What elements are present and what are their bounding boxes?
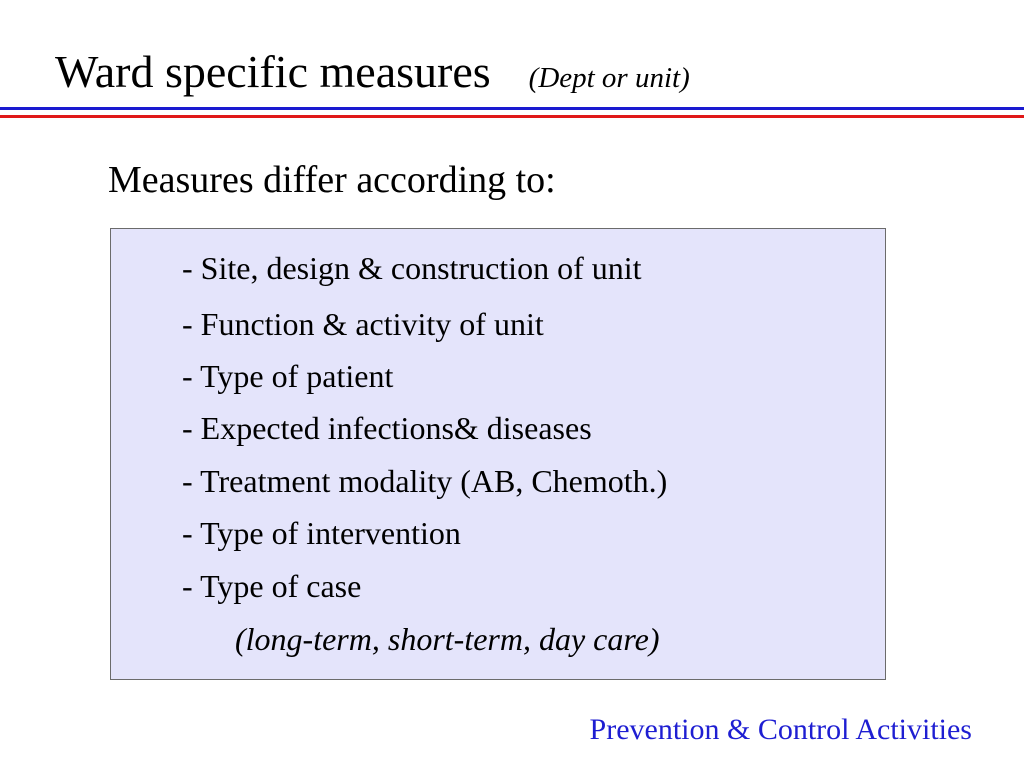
title-rule-blue: [0, 107, 1024, 110]
measure-item-site: - Site, design & construction of unit: [182, 250, 642, 286]
measures-box: [110, 228, 886, 680]
measure-item-patient-type: - Type of patient: [182, 358, 394, 394]
measure-item-intervention: - Type of intervention: [182, 515, 461, 551]
measure-item-infections: - Expected infections& diseases: [182, 410, 592, 446]
measure-item-function: - Function & activity of unit: [182, 306, 544, 342]
measure-item-case-type: - Type of case: [182, 568, 362, 604]
slide-subtitle: (Dept or unit): [528, 62, 690, 94]
intro-text: Measures differ according to:: [108, 159, 556, 201]
slide-title: [55, 43, 690, 107]
footer-text: Prevention & Control Activities: [589, 713, 972, 746]
slide-title-text: Ward specific measures: [55, 46, 491, 97]
title-rule-red: [0, 115, 1024, 118]
case-type-note: (long-term, short-term, day care): [235, 621, 660, 657]
measure-item-treatment: - Treatment modality (AB, Chemoth.): [182, 463, 668, 499]
